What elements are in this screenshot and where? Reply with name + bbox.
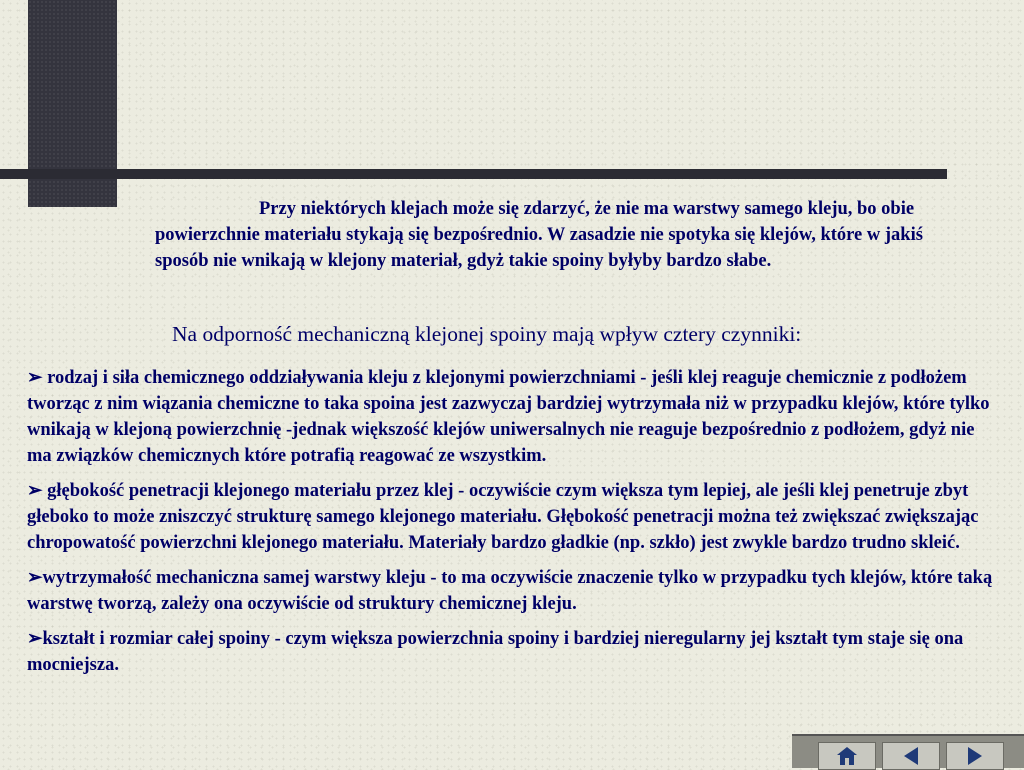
list-item-text: kształt i rozmiar całej spoiny - czym większa powierzchnia spoiny i bardziej nieregularny jej kształt tym staje się ona mocniejsza. — [27, 629, 964, 675]
list-item — [27, 565, 995, 617]
bullet-arrow-icon: ➢ — [27, 481, 43, 501]
intro-paragraph — [155, 196, 935, 274]
factor-list — [27, 365, 995, 687]
previous-slide-button[interactable] — [882, 742, 940, 770]
bullet-arrow-icon: ➢ — [27, 368, 43, 388]
list-item-text: głębokość penetracji klejonego materiału przez klej - oczywiście czym większa tym lepiej, ale jeśli klej penetruje zbyt głeboko to może zniszczyć strukturę samego klejonego materiału. Głębokość penetracji można też zwiększać zwiększając chropowatość powierzchni klejonego materiału. Materiały bardzo gładkie (np. szkło) jest zwykle bardzo trudno skleić. — [27, 481, 979, 553]
bullet-arrow-icon: ➢ — [27, 629, 43, 649]
triangle-right-icon — [965, 746, 985, 766]
section-subtitle: Na odporność mechaniczną klejonej spoiny mają wpływ cztery czynniki: — [172, 322, 802, 346]
intro-text: Przy niektórych klejach może się zdarzyć, że nie ma warstwy samego kleju, bo obie powierzchnie materiału stykają się bezpośrednio. W zasadzie nie spotyka się klejów, które w jakiś sposób nie wnikają w klejony materiał, gdyż takie spoiny byłyby bardzo słabe. — [155, 199, 923, 271]
home-icon — [836, 746, 858, 766]
next-slide-button[interactable] — [946, 742, 1004, 770]
home-button[interactable] — [818, 742, 876, 770]
bullet-arrow-icon: ➢ — [27, 568, 43, 588]
list-item-text: rodzaj i siła chemicznego oddziaływania kleju z klejonymi powierzchniami - jeśli klej reaguje chemicznie z podłożem tworząc z nim wiązania chemiczne to taka spoina jest zazwyczaj bardziej wytrzymała niż w przypadku klejów, które tylko wnikają w klejoną powierzchnię -jednak większość klejów uniwersalnych nie reaguje bezpośrednio z podłożem, gdyż nie ma związków chemicznych które potrafią reagować ze wszystkim. — [27, 368, 990, 466]
decorative-horizontal-rule — [0, 169, 947, 179]
list-item — [27, 365, 995, 469]
list-item — [27, 626, 995, 678]
slide-navigation-bar — [792, 734, 1024, 768]
list-item-text: wytrzymałość mechaniczna samej warstwy kleju - to ma oczywiście znaczenie tylko w przypadku tych klejów, które taką warstwę tworzą, zależy ona oczywiście od struktury chemicznej kleju. — [27, 568, 993, 614]
list-item — [27, 478, 995, 556]
triangle-left-icon — [901, 746, 921, 766]
